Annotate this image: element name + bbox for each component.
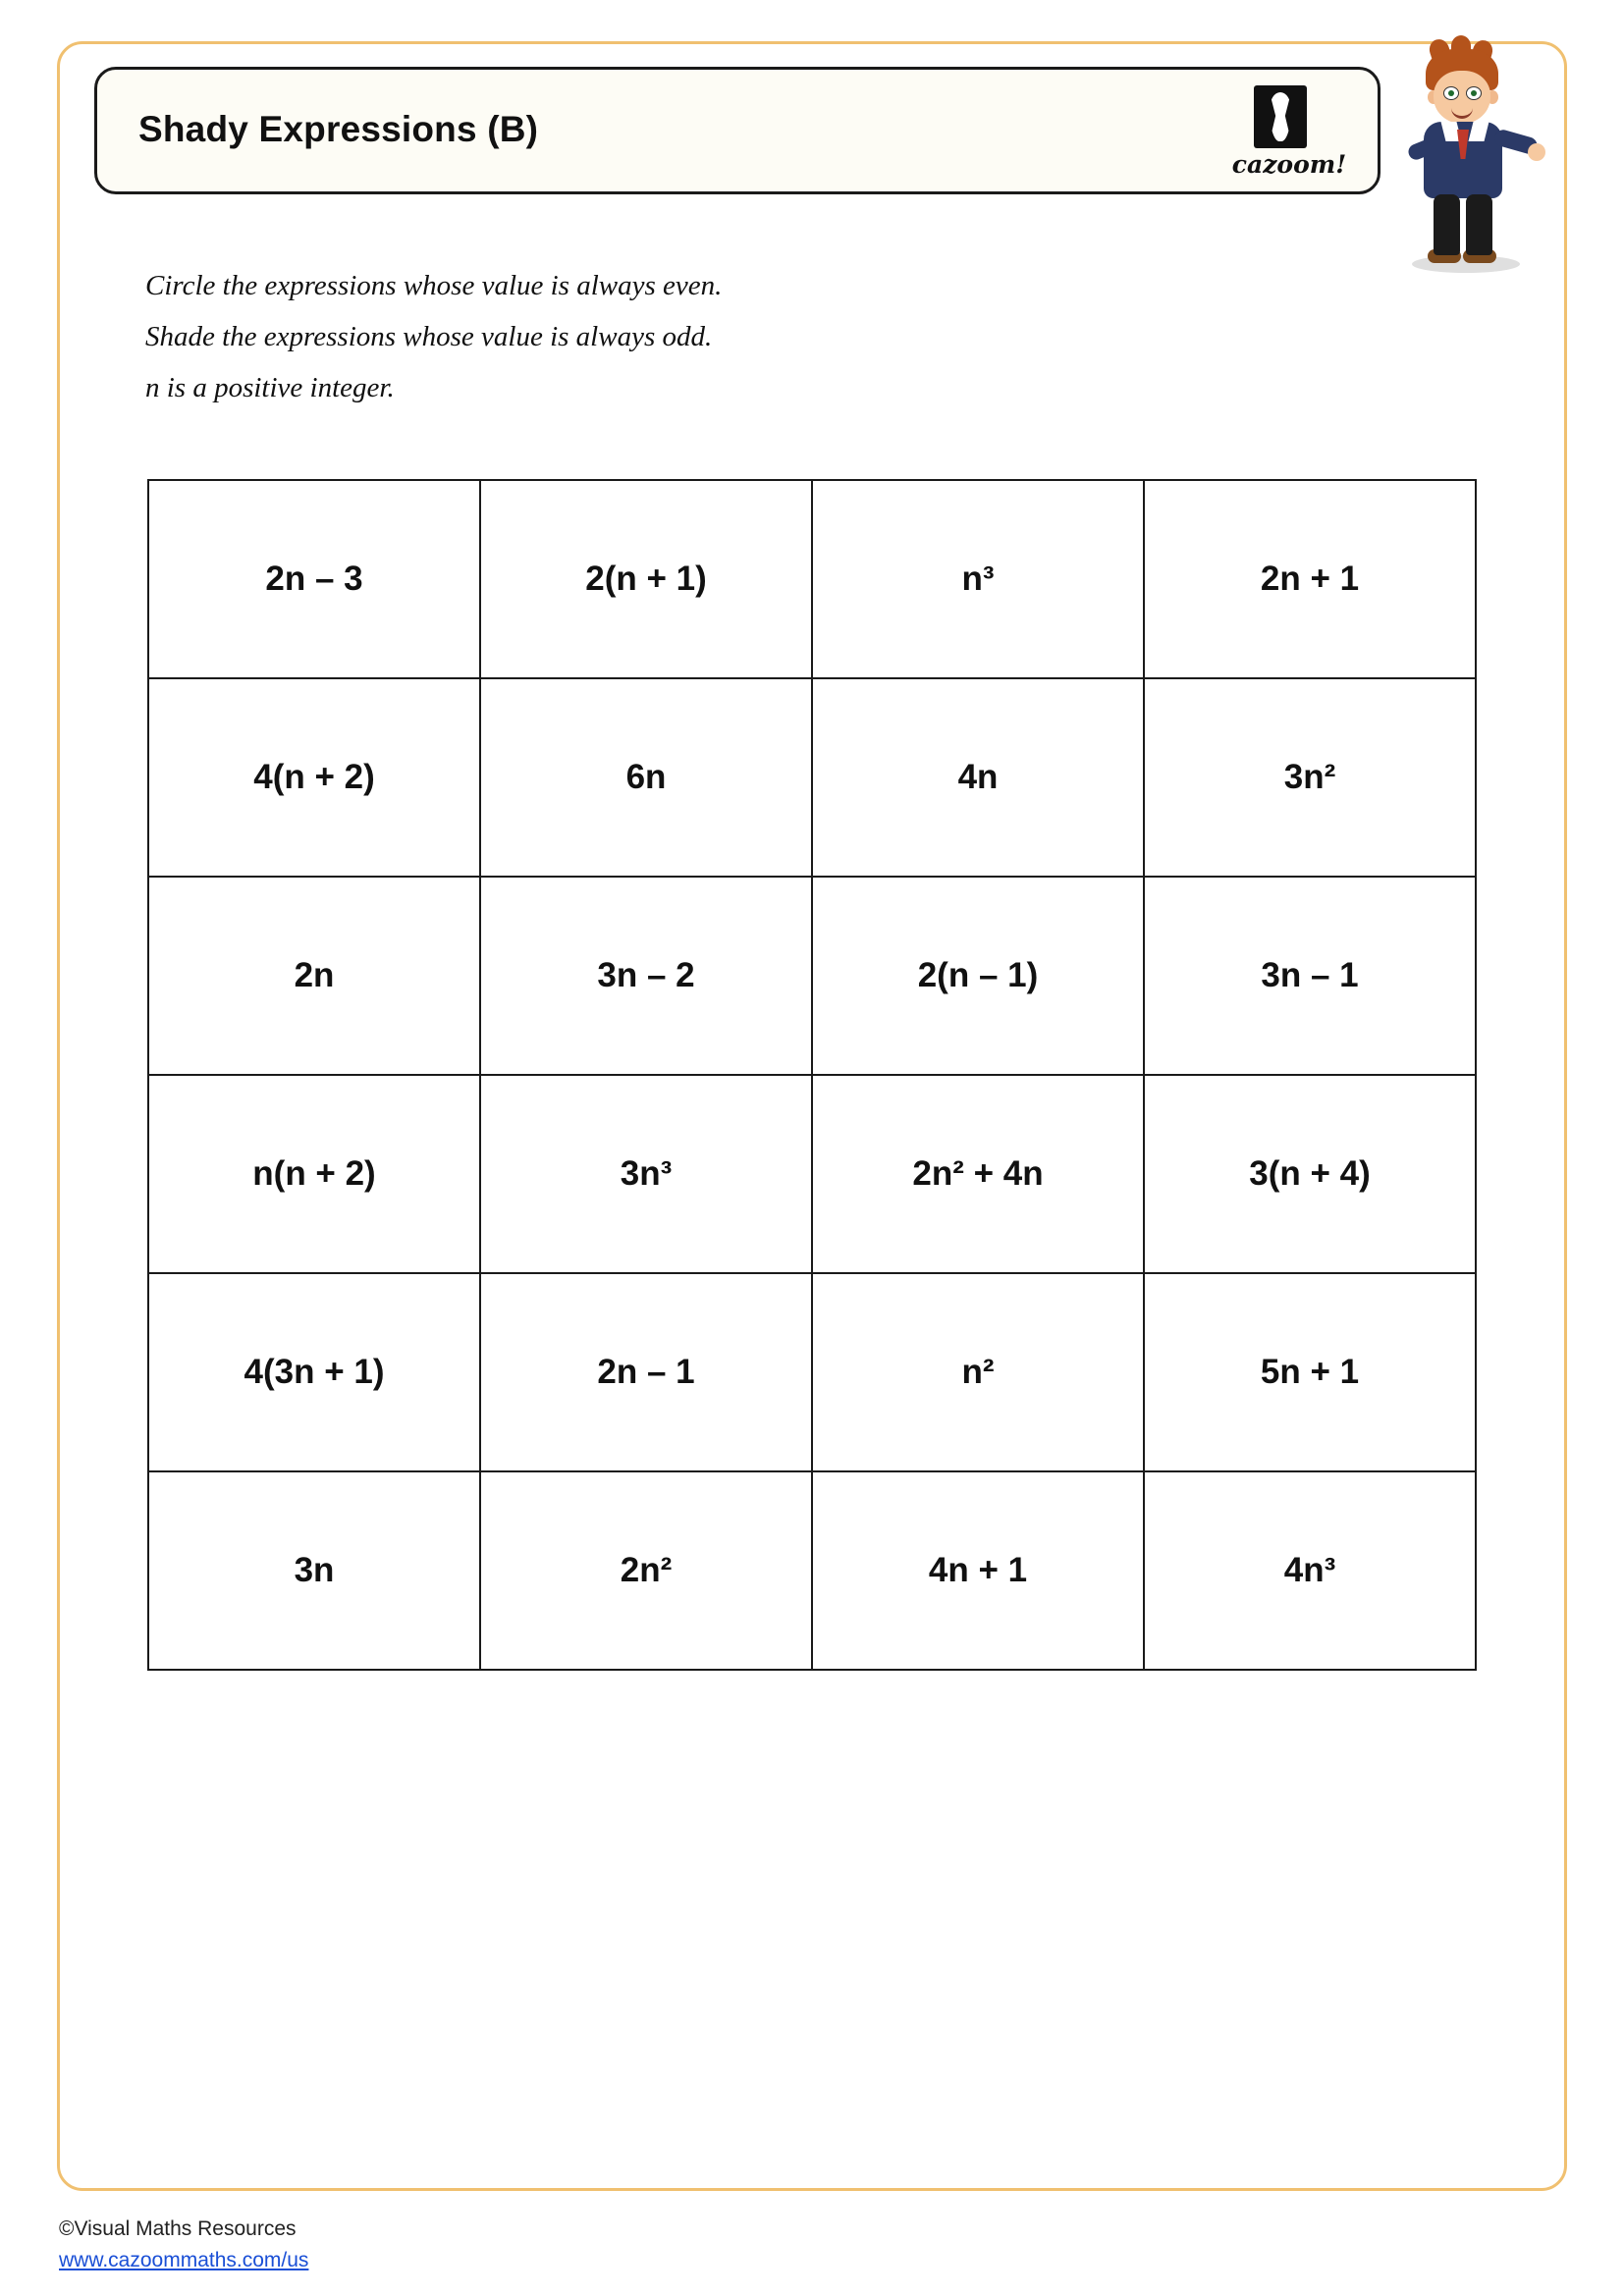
copyright-text: ©Visual Maths Resources <box>59 2217 297 2240</box>
expression-cell[interactable] <box>148 678 480 877</box>
expression-text: 5n + 1 <box>1260 1353 1360 1391</box>
expression-text: 2(n – 1) <box>917 956 1039 994</box>
cazoom-logo-text: cazoom! <box>1231 150 1347 179</box>
expression-text: 3n² <box>1283 758 1336 796</box>
cazoom-logo <box>1220 83 1358 182</box>
expression-cell[interactable] <box>1144 1273 1476 1471</box>
expression-text: 3n – 2 <box>597 956 695 994</box>
instruction-line-2: Shade the expressions whose value is always odd. <box>145 321 713 352</box>
expression-text: 2n² + 4n <box>912 1154 1044 1193</box>
expression-grid <box>147 479 1477 1671</box>
expression-text: 2n² <box>620 1551 673 1589</box>
expression-text: 3n³ <box>620 1154 673 1193</box>
expression-cell[interactable] <box>812 480 1144 678</box>
expression-text: 2n + 1 <box>1260 560 1360 598</box>
table-row <box>148 1471 1476 1670</box>
expression-cell[interactable] <box>480 1471 812 1670</box>
expression-text: n(n + 2) <box>252 1154 376 1193</box>
expression-text: 4(3n + 1) <box>244 1353 385 1391</box>
instructions <box>145 260 1225 413</box>
expression-cell[interactable] <box>480 877 812 1075</box>
expression-cell[interactable] <box>1144 480 1476 678</box>
expression-cell[interactable] <box>480 480 812 678</box>
expression-text: 4n + 1 <box>928 1551 1028 1589</box>
table-row <box>148 1273 1476 1471</box>
expression-text: 2(n + 1) <box>585 560 707 598</box>
table-row <box>148 678 1476 877</box>
mascot-student-illustration <box>1392 47 1540 283</box>
expression-cell[interactable] <box>148 1471 480 1670</box>
expression-text: 4n³ <box>1283 1551 1336 1589</box>
expression-cell[interactable] <box>812 1471 1144 1670</box>
expression-text: 3(n + 4) <box>1249 1154 1371 1193</box>
footer <box>59 2214 308 2276</box>
mascot-legs <box>1430 194 1496 259</box>
expression-cell[interactable] <box>1144 1471 1476 1670</box>
expression-text: n³ <box>961 560 995 598</box>
expression-cell[interactable] <box>1144 877 1476 1075</box>
instruction-line-1: Circle the expressions whose value is always even. <box>145 270 723 301</box>
expression-cell[interactable] <box>480 1075 812 1273</box>
mascot-eye <box>1466 86 1482 100</box>
mascot-leg <box>1466 194 1492 255</box>
cazoom-hourglass-icon <box>1254 85 1307 148</box>
expression-text: 2n <box>294 956 335 994</box>
expression-cell[interactable] <box>148 1075 480 1273</box>
expression-text: 4(n + 2) <box>253 758 375 796</box>
table-row <box>148 877 1476 1075</box>
expression-cell[interactable] <box>812 877 1144 1075</box>
expression-text: 6n <box>625 758 667 796</box>
expression-cell[interactable] <box>1144 678 1476 877</box>
expression-cell[interactable] <box>812 1075 1144 1273</box>
expression-text: 2n – 1 <box>597 1353 695 1391</box>
page-title: Shady Expressions (B) <box>138 109 539 149</box>
expression-text: n² <box>961 1353 995 1391</box>
instruction-line-3: n is a positive integer. <box>145 372 395 403</box>
website-link[interactable]: www.cazoommaths.com/us <box>59 2249 309 2271</box>
expression-text: 3n – 1 <box>1261 956 1359 994</box>
title-bar <box>94 67 1380 194</box>
expression-cell[interactable] <box>480 1273 812 1471</box>
expression-text: 3n <box>294 1551 335 1589</box>
expression-text: 2n – 3 <box>265 560 363 598</box>
expression-cell[interactable] <box>1144 1075 1476 1273</box>
expression-cell[interactable] <box>148 1273 480 1471</box>
expression-cell[interactable] <box>812 678 1144 877</box>
mascot-eye <box>1443 86 1459 100</box>
table-row <box>148 480 1476 678</box>
expression-cell[interactable] <box>480 678 812 877</box>
expression-cell[interactable] <box>148 480 480 678</box>
expression-text: 4n <box>957 758 999 796</box>
mascot-leg <box>1434 194 1460 255</box>
mascot-hand <box>1528 143 1545 161</box>
expression-cell[interactable] <box>148 877 480 1075</box>
expression-cell[interactable] <box>812 1273 1144 1471</box>
table-row <box>148 1075 1476 1273</box>
